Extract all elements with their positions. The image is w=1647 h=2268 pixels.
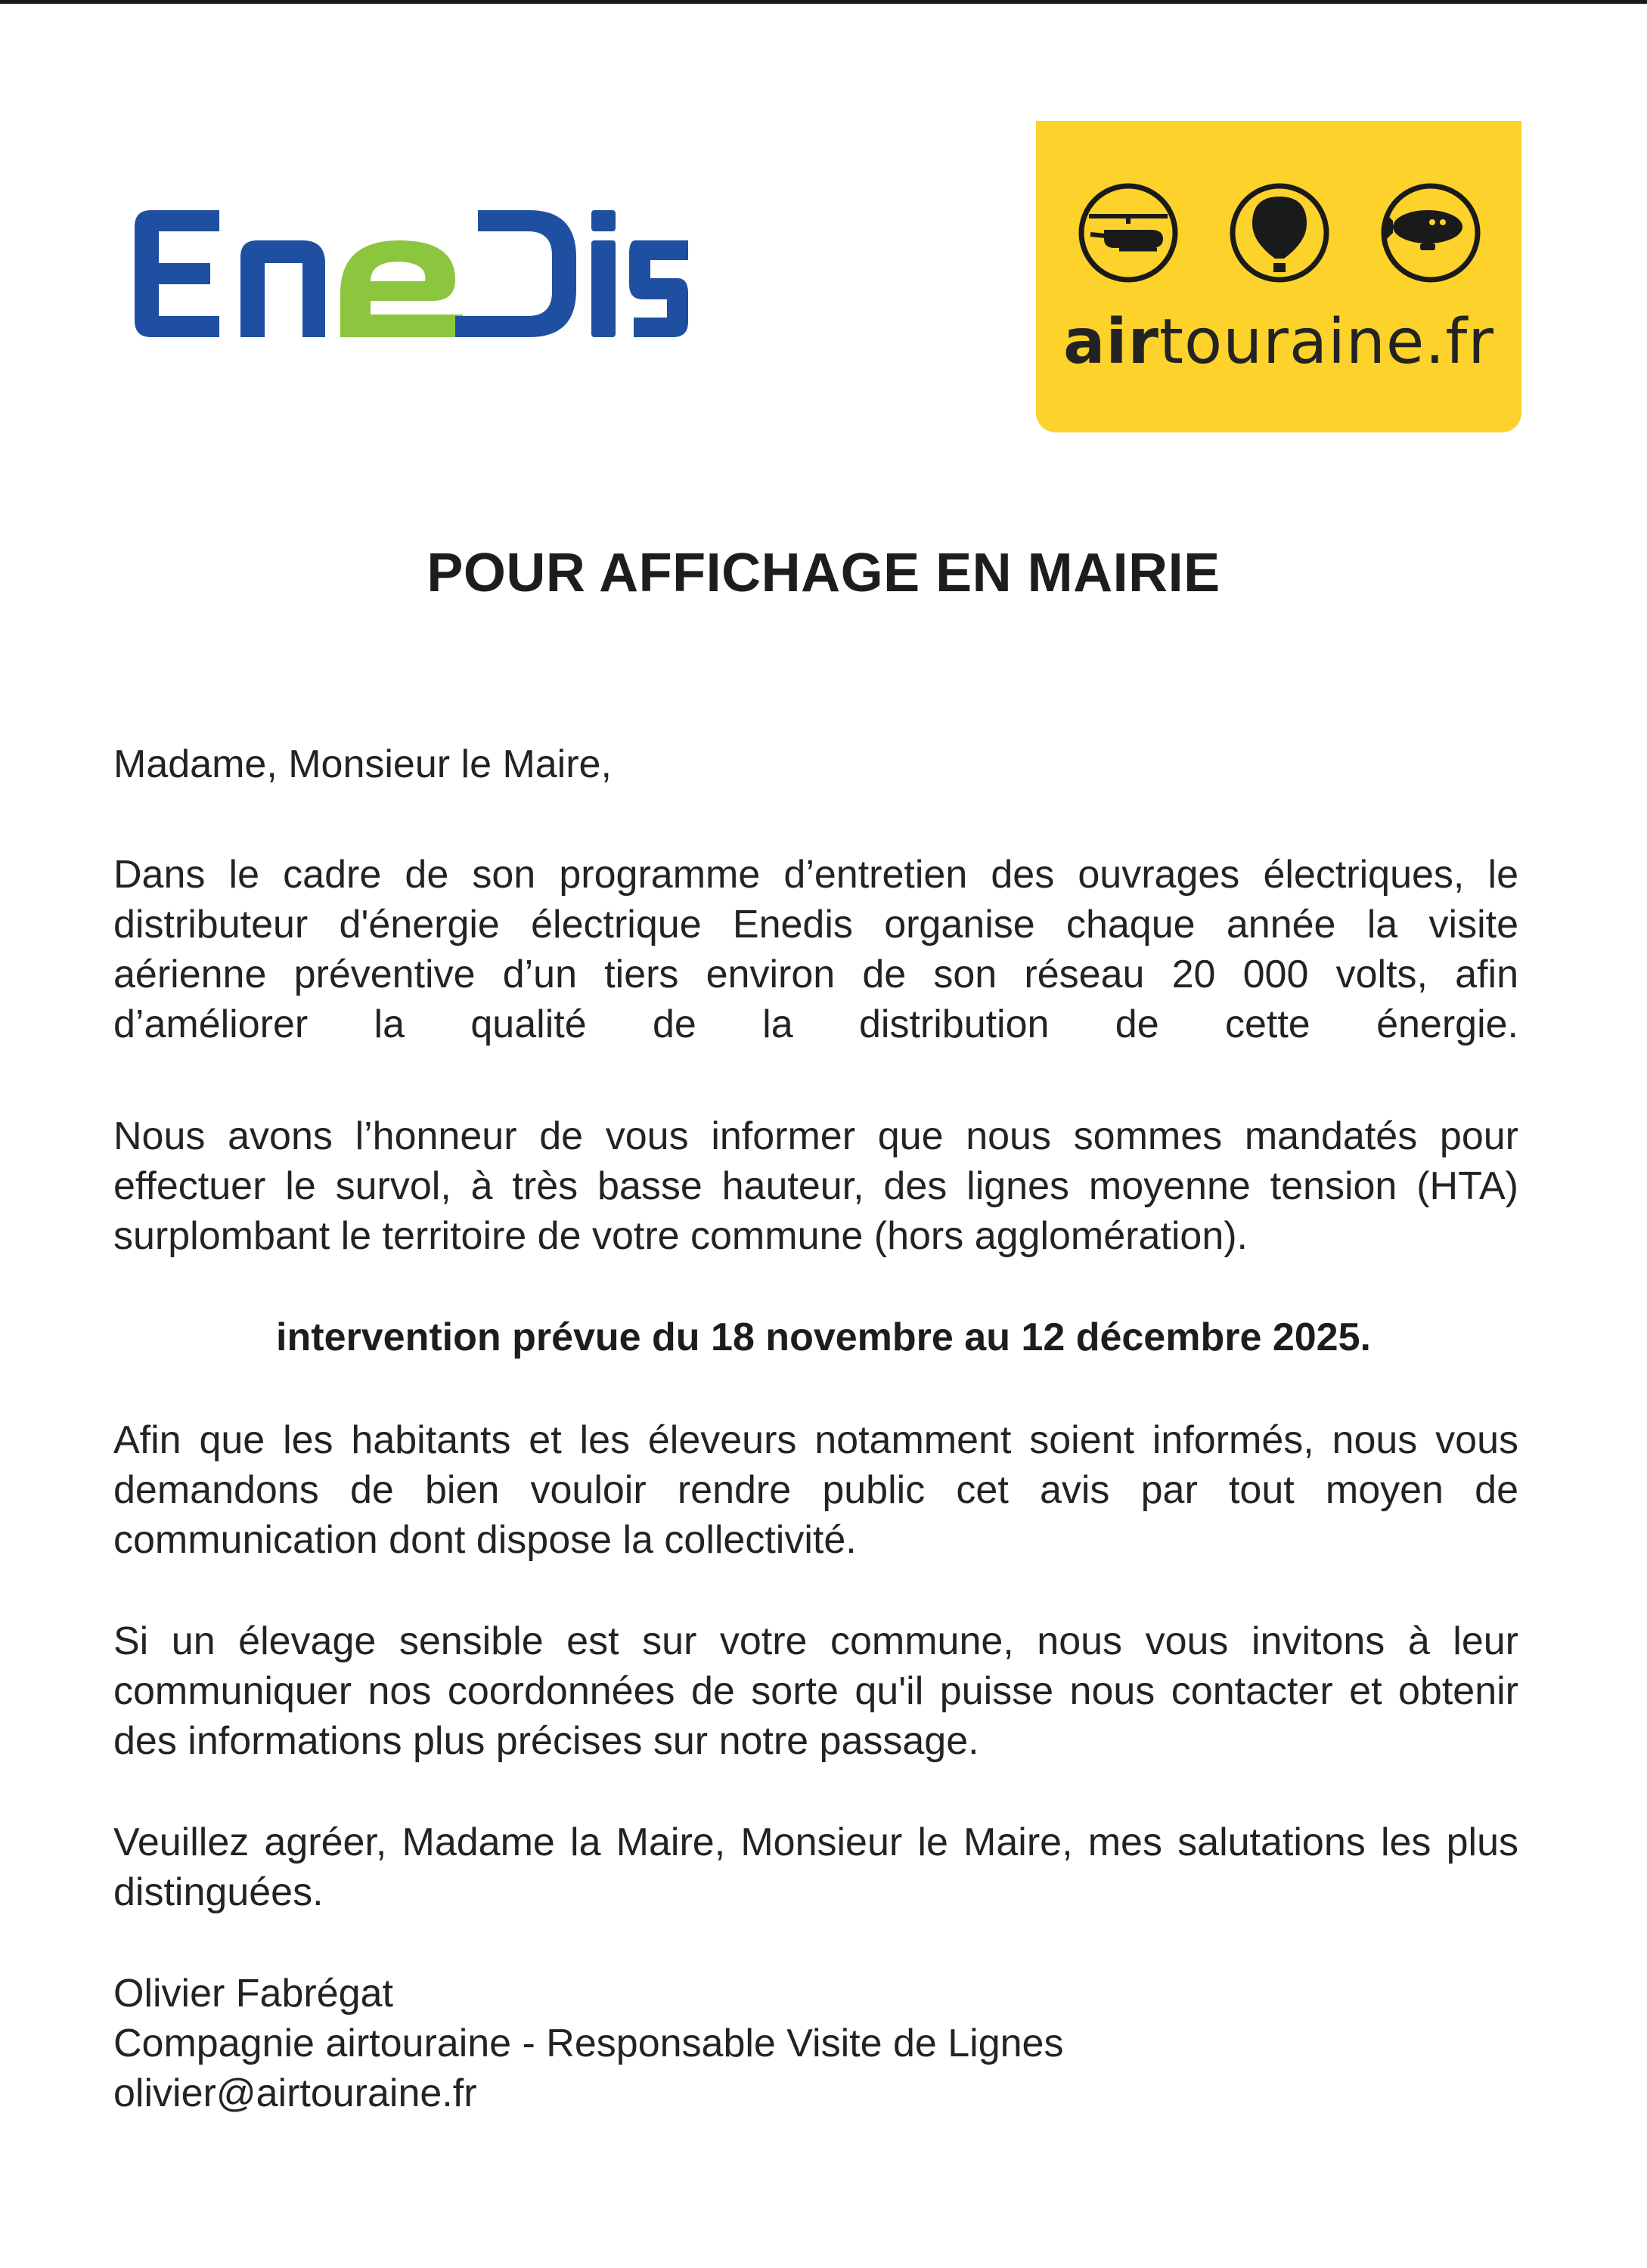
airtouraine-wordmark	[1036, 306, 1521, 378]
helicopter-icon	[1081, 186, 1175, 280]
closing-formula: Veuillez agréer, Madame la Maire, Monsieur le Maire, mes salutations les plus distinguées.	[113, 1820, 1518, 1914]
airtouraine-logo	[1036, 121, 1521, 432]
paragraph-mandate: Nous avons l’honneur de vous informer que nous sommes mandatés pour effectuer le survol, à très basse hauteur, des lignes moyenne tension (HTA) surplombant le territoire de votre commune (hors agglomération).	[113, 1114, 1518, 1258]
page-top-border	[0, 0, 1647, 4]
signature-role: Compagnie airtouraine - Responsable Visite de Lignes	[113, 2022, 1064, 2065]
paragraph-livestock: Si un élevage sensible est sur votre commune, nous vous invitons à leur communiquer nos coordonnées de sorte qu'il puisse nous contacter et obtenir des informations plus précises sur notre passage.	[113, 1619, 1518, 1763]
hot-air-balloon-icon	[1233, 186, 1326, 280]
paragraph-intro: Dans le cadre de son programme d’entretien des ouvrages électriques, le distributeur d'énergie électrique Enedis organise chaque année la visite aérienne préventive d’un tiers environ de son réseau 20 000 volts, afin d’améliorer la qualité de la distribution de cette énergie.	[113, 853, 1518, 1046]
signature-name: Olivier Fabrégat	[113, 1972, 393, 2015]
enedis-logo	[135, 210, 688, 337]
signature-email[interactable]: olivier@airtouraine.fr	[113, 2071, 477, 2115]
salutation: Madame, Monsieur le Maire,	[113, 742, 612, 786]
paragraph-publicize: Afin que les habitants et les éleveurs notamment soient informés, nous vous demandons de bien vouloir rendre public cet avis par tout moyen de communication dont dispose la collectivité.	[113, 1418, 1518, 1562]
wordmark-touraine: touraine.fr	[1158, 306, 1494, 378]
wordmark-air: air	[1063, 306, 1159, 378]
airship-icon	[1384, 186, 1478, 280]
signature-block	[113, 1969, 1518, 2118]
intervention-dates: intervention prévue du 18 novembre au 12 décembre 2025.	[276, 1315, 1371, 1359]
airtouraine-icons	[1075, 180, 1484, 286]
page-title: POUR AFFICHAGE EN MAIRIE	[426, 543, 1221, 603]
